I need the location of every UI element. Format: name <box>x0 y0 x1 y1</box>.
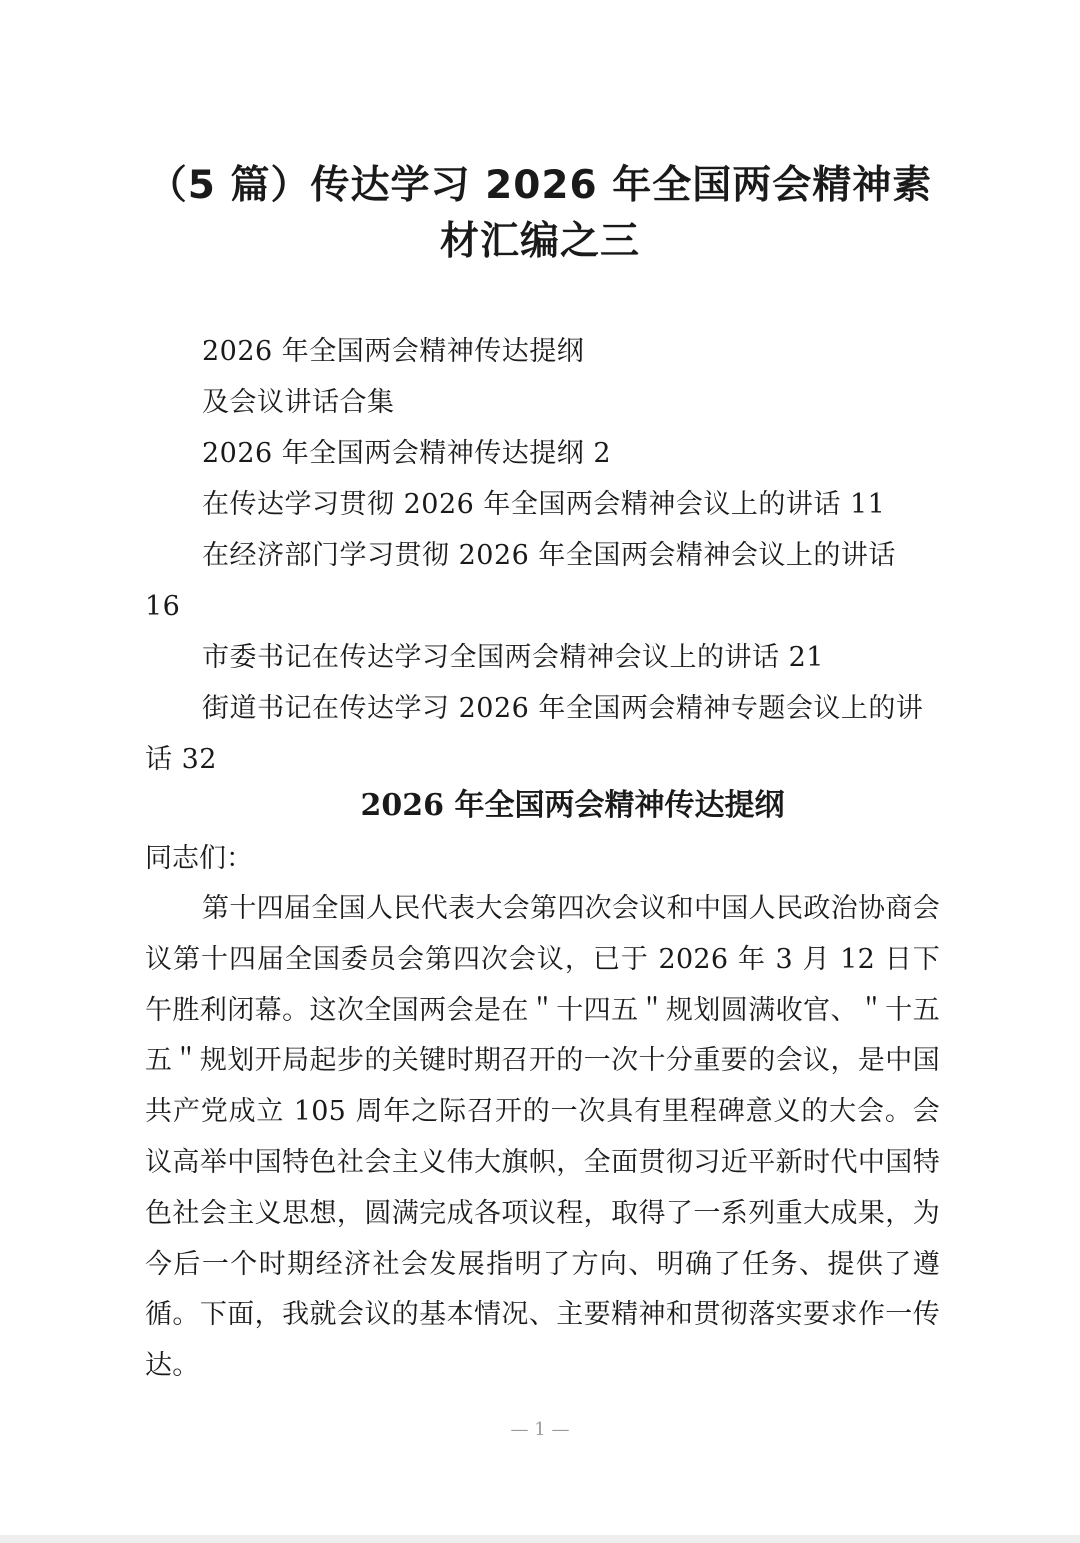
toc-item: 市委书记在传达学习全国两会精神会议上的讲话 21 <box>202 642 824 673</box>
toc-item: 2026 年全国两会精神传达提纲 <box>202 336 585 367</box>
toc-item: 及会议讲话合集 <box>202 387 395 418</box>
toc-item: 在经济部门学习贯彻 2026 年全国两会精神会议上的讲话 16 <box>145 540 896 622</box>
toc-item: 2026 年全国两会精神传达提纲 2 <box>202 438 612 469</box>
toc-item: 街道书记在传达学习 2026 年全国两会精神专题会议上的讲话 32 <box>145 693 924 775</box>
table-of-contents <box>145 326 940 785</box>
document-title: （5 篇）传达学习 2026 年全国两会精神素材汇编之三 <box>147 163 933 264</box>
page-bottom-edge <box>0 1535 1080 1543</box>
toc-item: 在传达学习贯彻 2026 年全国两会精神会议上的讲话 11 <box>202 489 886 520</box>
section-title: 2026 年全国两会精神传达提纲 <box>360 788 785 823</box>
body-paragraph: 第十四届全国人民代表大会第四次会议和中国人民政治协商会议第十四届全国委员会第四次会议，已于 2026 年 3 月 12 日下午胜利闭幕。这次全国两会是在＂十四五＂规划圆满收官、＂十五五＂规划开局起步的关键时期召开的一次十分重要的会议，是中国共产党成立 105 周年之际召开的一次具有里程碑意义的大会。会议高举中国特色社会主义伟大旗帜，全面贯彻习近平新时代中国特色社会主义思想，圆满完成各项议程，取得了一系列重大成果，为今后一个时期经济社会发展指明了方向、明确了任务、提供了遵循。下面，我就会议的基本情况、主要精神和贯彻落实要求作一传达。 <box>145 893 940 1382</box>
page-number: — 1 — <box>510 1419 570 1440</box>
salutation: 同志们： <box>145 843 253 874</box>
